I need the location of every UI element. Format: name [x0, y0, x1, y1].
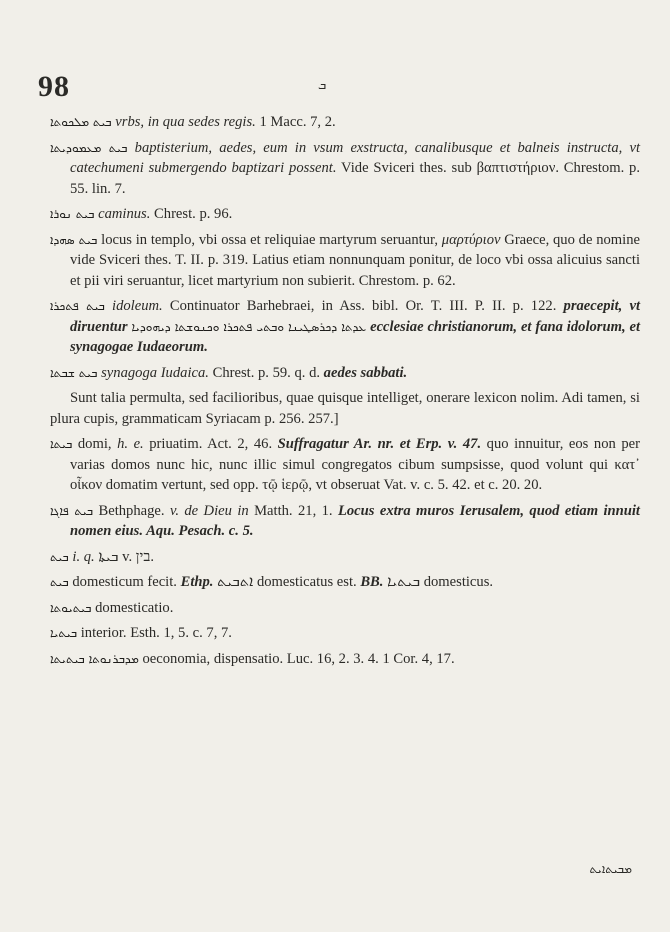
- syriac-headword: ܒܝܬ ܦܐܓܐ: [50, 503, 94, 518]
- syriac-headword: ܒܝܬ ܡܠܟܘܬܐ: [50, 115, 112, 129]
- entry: ܡܕܒܪܢܘܬܐ ܒܝܬܝܬܐ oeconomia, dispensatio. Luc. 16, 2. 3. 4. 1 Cor. 4, 17.: [50, 650, 455, 667]
- entry: ܒܝܬܝܐ interior. Esth. 1, 5. c. 7, 7.: [50, 625, 232, 641]
- syriac-headword: ܒܝܬܝܐ: [50, 626, 78, 640]
- syriac-phrase: ܥܕܬܐ ܕܟܪܣܛܝܢܐ ܘܒܬܝ ܦܬܟܪܐ ܘܟܢܘܫܬܐ ܕܝܗܘܕܝܐ: [131, 319, 367, 334]
- syriac-headword: ܒܝܬܝܘܬܐ: [50, 600, 92, 615]
- page-number: 98: [38, 70, 70, 103]
- entry: ܒܝܬ ܦܐܓܐ Bethphage. v. de Dieu in Matth. 21, 1. Locus extra muros Ierusalem, quod etiam innuit nomen eius. Aqu. Pesach. c. 5.: [50, 502, 640, 539]
- syriac-headword: ܒܝܬܐ: [50, 437, 73, 451]
- syriac-headword: ܒܝܬ ܡܥܡܘܕܝܬܐ: [50, 140, 128, 155]
- syriac-headword: ܡܕܒܪܢܘܬܐ ܒܝܬܝܬܐ: [50, 651, 139, 666]
- syriac-headword: ܒܝܬ ܢܘܪܐ: [50, 207, 95, 221]
- entry: ܒܝܬ ܣܗܕܐ locus in templo, vbi ossa et reliquiae martyrum seruantur, μαρτύριον Graece, quo de nomine vide Sviceri thes. T. II. p. 319. Latius etiam nonnunquam ponitur, de loco vbi ossa alicuius sancti et pii viri seruantur, licet martyrium non subierit. Chrestom. p. 62.: [50, 231, 640, 289]
- page-body: [50, 112, 640, 674]
- entry: ܒܝܬ i. q. ܒܝܬܐ v. בין.: [50, 548, 155, 565]
- entry: ܒܝܬܐ domi, h. e. priuatim. Act. 2, 46. Suffragatur Ar. nr. et Erp. v. 47. quo innuitur, eos non per varias domos nunc hic, nunc illic simul congregatos cibum sumpsisse, quod volunt qui κατ᾽ οἶκον domatim vertunt, sed opp. τῷ ἱερῷ, vt obseruat Vat. v. c. 5. 42. et c. 20. 20.: [50, 436, 640, 493]
- entry: ܒܝܬ ܢܘܪܐ caminus. Chrest. p. 96.: [50, 206, 233, 222]
- syriac-headword: ܒܝܬ ܦܬܟܪܐ: [50, 299, 105, 313]
- note-paragraph: Sunt talia permulta, sed facilioribus, quae quisque intelliget, onerare lexicon nolim. Adi tamen, si plura cupis, grammaticam Syriacam p. 256. 257.]: [50, 390, 640, 427]
- entry: ܒܝܬ ܦܬܟܪܐ idoleum. Continuator Barhebraei, in Ass. bibl. Or. T. III. P. II. p. 122. praecepit, vt diruentur ܥܕܬܐ ܕܟܪܣܛܝܢܐ ܘܒܬܝ ܦܬܟܪܐ ܘܟܢܘܫܬܐ ܕܝܗܘܕܝܐ ecclesiae christianorum, et fana idolorum, et synagogae Iudaeorum.: [50, 298, 641, 355]
- running-head: ܒ: [318, 78, 327, 92]
- syriac-headword: ܒܝܬ ܣܗܕܐ: [50, 232, 98, 247]
- syriac-headword: ܒܝܬ: [50, 575, 69, 589]
- catchword: ܡܒܝܬܐܝܬ: [589, 862, 632, 876]
- entry: ܒܝܬ domesticum fecit. Ethp. ܐܬܒܝܬ domesticatus est. BB. ܒܝܬܝܐ domesticus.: [50, 574, 494, 590]
- syriac-headword: ܒܝܬ ܫܒܬܐ: [50, 365, 98, 380]
- entry: ܒܝܬܝܘܬܐ domesticatio.: [50, 599, 174, 616]
- entry: ܒܝܬ ܫܒܬܐ synagoga Iudaica. Chrest. p. 59. q. d. aedes sabbati.: [50, 364, 408, 381]
- entry: ܒܝܬ ܡܠܟܘܬܐ vrbs, in qua sedes regis. 1 Macc. 7, 2.: [50, 114, 336, 130]
- syriac-headword: ܒܝܬ: [50, 549, 69, 564]
- entry: ܒܝܬ ܡܥܡܘܕܝܬܐ baptisterium, aedes, eum in vsum exstructa, canalibusque et balneis instructa, vt catechumeni submergendo baptizari possent. Vide Sviceri thes. sub βαπτιστήριον. Chrestom. p. 55. lin. 7.: [50, 139, 640, 197]
